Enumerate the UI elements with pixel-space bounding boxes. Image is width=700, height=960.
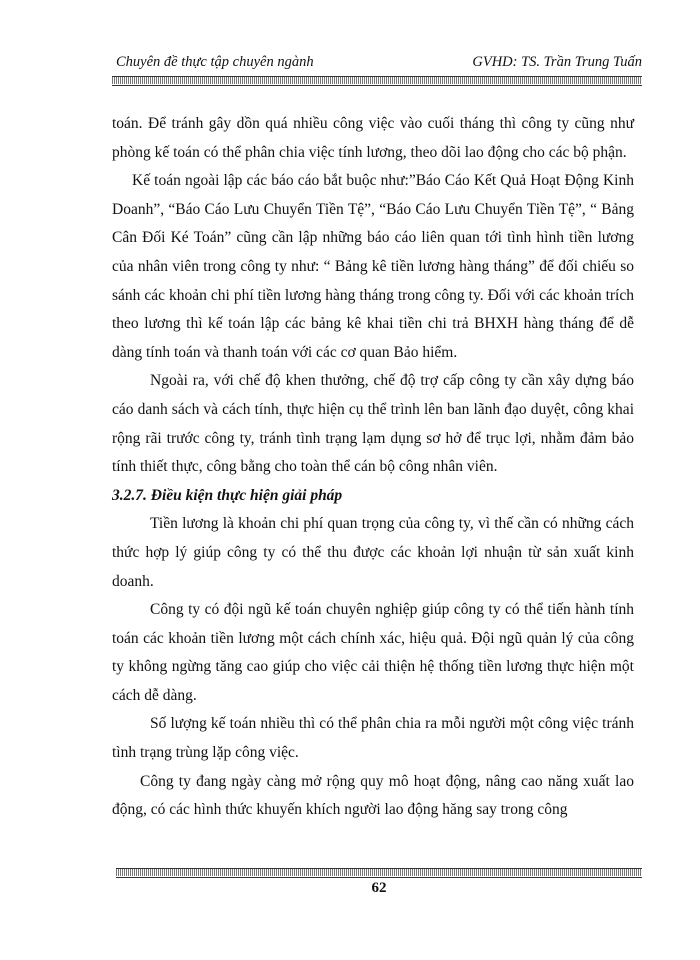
paragraph-1: toán. Để tránh gây dồn quá nhiều công việc vào cuối tháng thì công ty cũng như phòng kế toán có thể phân chia việc tính lương, theo dõi lao động cho các bộ phận. xyxy=(112,115,634,161)
paragraph-2: Kế toán ngoài lập các báo cáo bắt buộc như:”Báo Cáo Kết Quả Hoạt Động Kinh Doanh”, “Báo Cáo Lưu Chuyển Tiền Tệ”, “Báo Cáo Lưu Chuyển Tiền Tệ”, “ Bảng Cân Đối Ké Toán” cũng cần lập những báo cáo liên quan tới tình hình tiền lương của nhân viên trong công ty như: “ Bảng kê tiền lương hàng tháng” để đối chiếu so sánh các khoản chi phí tiền lương hàng tháng trong công ty. Đối với các khoản trích theo lương thì kế toán lập các bảng kê khai tiền chi trả BHXH hàng tháng để dễ dàng tính toán và thanh toán với các cơ quan Bảo hiểm. xyxy=(112,172,634,361)
header-right-text: GVHD: TS. Trần Trung Tuấn xyxy=(472,54,642,70)
paragraph-6: Số lượng kế toán nhiều thì có thể phân chia ra mỗi người một công việc tránh tình trạng trùng lặp công việc. xyxy=(112,715,634,762)
page-number: 62 xyxy=(371,880,387,896)
document-body xyxy=(112,110,634,825)
header-left-text: Chuyên đề thực tập chuyên ngành xyxy=(116,54,314,70)
paragraph-3: Ngoài ra, với chế độ khen thưởng, chế độ trợ cấp công ty cần xây dựng báo cáo danh sách và cách tính, thực hiện cụ thể trình lên ban lãnh đạo duyệt, công khai rộng rãi trước công ty, tránh tình trạng lạm dụng sơ hở để trục lợi, nhằm đảm bảo tính thiết thực, công bằng cho toàn thể cán bộ công nhân viên. xyxy=(112,372,634,476)
section-heading: 3.2.7. Điều kiện thực hiện giải pháp xyxy=(112,486,343,504)
paragraph-5: Công ty có đội ngũ kế toán chuyên nghiệp giúp công ty có thể tiến hành tính toán các khoản tiền lương một cách chính xác, hiệu quả. Đội ngũ quản lý của công ty không ngừng tăng cao giúp cho việc cải thiện hệ thống tiền lương thực hiện một cách dễ dàng. xyxy=(112,601,634,704)
footer-divider xyxy=(116,868,642,876)
paragraph-4: Tiền lương là khoản chi phí quan trọng của công ty, vì thế cần có những cách thức hợp lý giúp công ty có thể thu được các khoản lợi nhuận từ sản xuất kinh doanh. xyxy=(112,515,634,590)
page-header xyxy=(116,51,642,75)
header-divider xyxy=(112,76,642,84)
paragraph-7: Công ty đang ngày càng mở rộng quy mô hoạt động, nâng cao năng xuất lao động, có các hình thức khuyến khích người lao động hăng say trong công xyxy=(112,772,634,819)
